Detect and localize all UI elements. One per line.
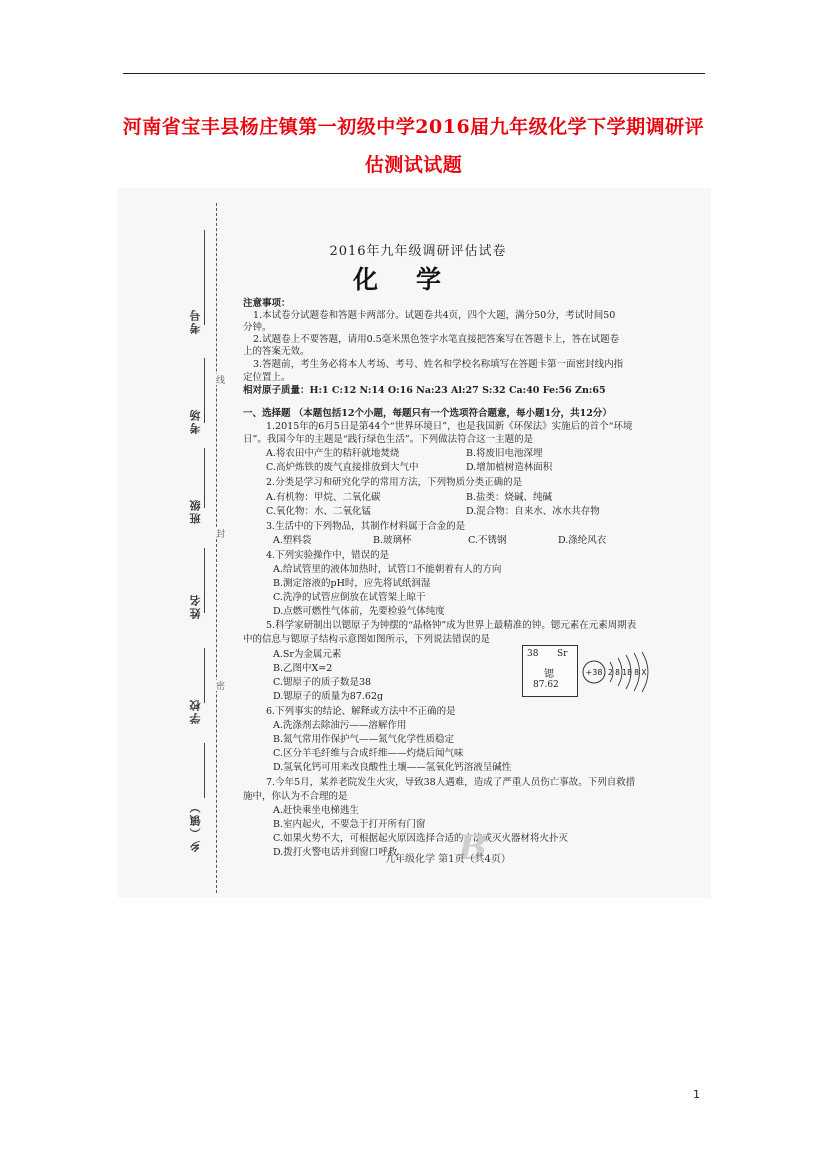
exam-page-footer: 九年级化学 第1页（共4页） (385, 854, 511, 865)
option: A.洗涤剂去除油污——溶解作用 (273, 720, 407, 731)
option: B.玻璃杯 (373, 535, 412, 546)
atomic-number: 38 (527, 649, 539, 659)
question-line: 1.2015年的6月5日是第44个“世界环境日”，也是我国新《环保法》实施后的首个“环境 (266, 421, 633, 432)
seal-mark-mi: 密 (214, 681, 224, 690)
nucleus-charge: +38 (585, 668, 603, 677)
option: C.区分羊毛纤维与合成纤维——灼烧后闻气味 (273, 748, 464, 759)
atomic-masses: 相对原子质量：H:1 C:12 N:14 O:16 Na:23 Al:27 S:32 Ca:40 Fe:56 Zn:65 (243, 385, 606, 396)
exam-room-blank (204, 358, 205, 423)
exam-title: 2016年九年级调研评估试卷 (329, 244, 507, 259)
notice-line: 定位置上。 (243, 372, 291, 383)
option: B.盐类：烧碱、纯碱 (466, 492, 553, 503)
question-line: 2.分类是学习和研究化学的常用方法，下列物质分类正确的是 (266, 477, 523, 488)
name-label: 姓名 (189, 593, 202, 619)
option: C.氧化物：水、二氧化锰 (266, 506, 371, 517)
question-line: 日”。我国今年的主题是“践行绿色生活”。下列做法符合这一主题的是 (243, 434, 534, 445)
header-rule (123, 73, 705, 74)
option: C.洗净的试管应倒放在试管架上晾干 (273, 592, 426, 603)
option: D.拨打火警电话并到窗口呼救 (273, 847, 398, 858)
scanned-exam-page (118, 188, 711, 898)
option: A.塑料袋 (273, 535, 312, 546)
class-blank (204, 448, 205, 508)
option: D.混合物：自来水、冰水共存物 (466, 506, 600, 517)
option: D.涤纶风衣 (558, 535, 607, 546)
option: D.氢氧化钙可用来改良酸性土壤——氢氧化钙溶液呈碱性 (273, 762, 512, 773)
binding-dashed-line (216, 203, 217, 893)
section-1-heading: 一、选择题 （本题包括12个小题，每题只有一个选项符合题意，每小题1分，共12分） (243, 408, 612, 419)
subject-title: 化学 (353, 265, 480, 294)
page-number: 1 (693, 1088, 700, 1101)
option: A.有机物：甲烷、二氧化碳 (266, 492, 381, 503)
option: C.高炉炼铁的废气直接排放到大气中 (266, 462, 419, 473)
exam-number-blank (204, 230, 205, 325)
notice-heading: 注意事项： (243, 298, 291, 309)
town-label: 乡（镇） (189, 800, 202, 852)
question-line: 7.今年5月，某养老院发生火灾，导致38人遇难，造成了严重人员伤亡事故。下列自救措 (266, 777, 636, 788)
document-title-line-1: 河南省宝丰县杨庄镇第一初级中学2016届九年级化学下学期调研评 (122, 116, 705, 138)
notice-line: 1.本试卷分试题卷和答题卡两部分。试题卷共4页，四个大题，满分50分，考试时间50 (253, 310, 616, 321)
option: A.赶快乘坐电梯逃生 (273, 805, 359, 816)
watermark-letter: B (458, 828, 487, 868)
document-title-line-2: 估测试试题 (364, 154, 463, 176)
notice-line: 分钟。 (243, 322, 272, 333)
option: B.氮气常用作保护气——氮气化学性质稳定 (273, 734, 455, 745)
periodic-table-cell (522, 645, 578, 697)
option: A.Sr为金属元素 (273, 649, 342, 660)
element-name: 锶 (544, 669, 554, 680)
question-line: 4.下列实验操作中，错误的是 (266, 550, 390, 561)
question-line: 6.下列事实的结论、解释或方法中不正确的是 (266, 706, 456, 717)
notice-line: 2.试题卷上不要答题，请用0.5毫米黑色签字水笔直接把答案写在答题卡上，答在试题卷 (253, 334, 620, 345)
seal-mark-xian: 线 (214, 375, 224, 384)
school-label: 学校 (189, 698, 202, 724)
question-line: 3.生活中的下列物品，其制作材料属于合金的是 (266, 521, 466, 532)
option: C.如果火势不大，可根据起火原因选择合适的方法或灭火器材将火扑灭 (273, 833, 568, 844)
option: B.乙图中X=2 (273, 663, 333, 674)
question-line: 中的信息与锶原子结构示意图如图所示，下列说法错误的是 (243, 634, 491, 645)
town-blank (204, 743, 205, 798)
class-label: 班级 (189, 498, 202, 524)
school-blank (204, 648, 205, 703)
option: B.测定溶液的pH时，应先将试纸润湿 (273, 578, 431, 589)
seal-mark-feng: 封 (214, 529, 224, 538)
exam-number-label: 考号 (189, 308, 202, 334)
electron-shell-counts: 2 8 18 8 X (608, 668, 647, 677)
atomic-mass: 87.62 (533, 680, 559, 690)
question-line: 5.科学家研制出以锶原子为钟摆的“晶格钟”成为世界上最精准的钟。锶元素在元素周期表 (266, 620, 637, 631)
notice-line: 3.答题前，考生务必将本人考场、考号、姓名和学校名称填写在答题卡第一面密封线内指 (253, 359, 624, 370)
option: A.给试管里的液体加热时，试管口不能朝着有人的方向 (273, 564, 502, 575)
atom-structure-diagram (580, 648, 660, 696)
name-blank (204, 548, 205, 613)
option: D.锶原子的质量为87.62g (273, 691, 384, 702)
notice-line: 上的答案无效。 (243, 346, 310, 357)
question-line: 施中，你认为不合理的是 (243, 791, 348, 802)
option: D.增加植树造林面积 (466, 462, 553, 473)
option: B.将废旧电池深埋 (466, 448, 543, 459)
option: C.锶原子的质子数是38 (273, 677, 372, 688)
option: B.室内起火，不要急于打开所有门窗 (273, 819, 426, 830)
exam-room-label: 考场 (189, 408, 202, 434)
element-symbol: Sr (557, 649, 568, 659)
option: A.将农田中产生的秸秆就地焚烧 (266, 448, 400, 459)
option: C.不锈钢 (468, 535, 507, 546)
option: D.点燃可燃性气体前，先要检验气体纯度 (273, 606, 445, 617)
